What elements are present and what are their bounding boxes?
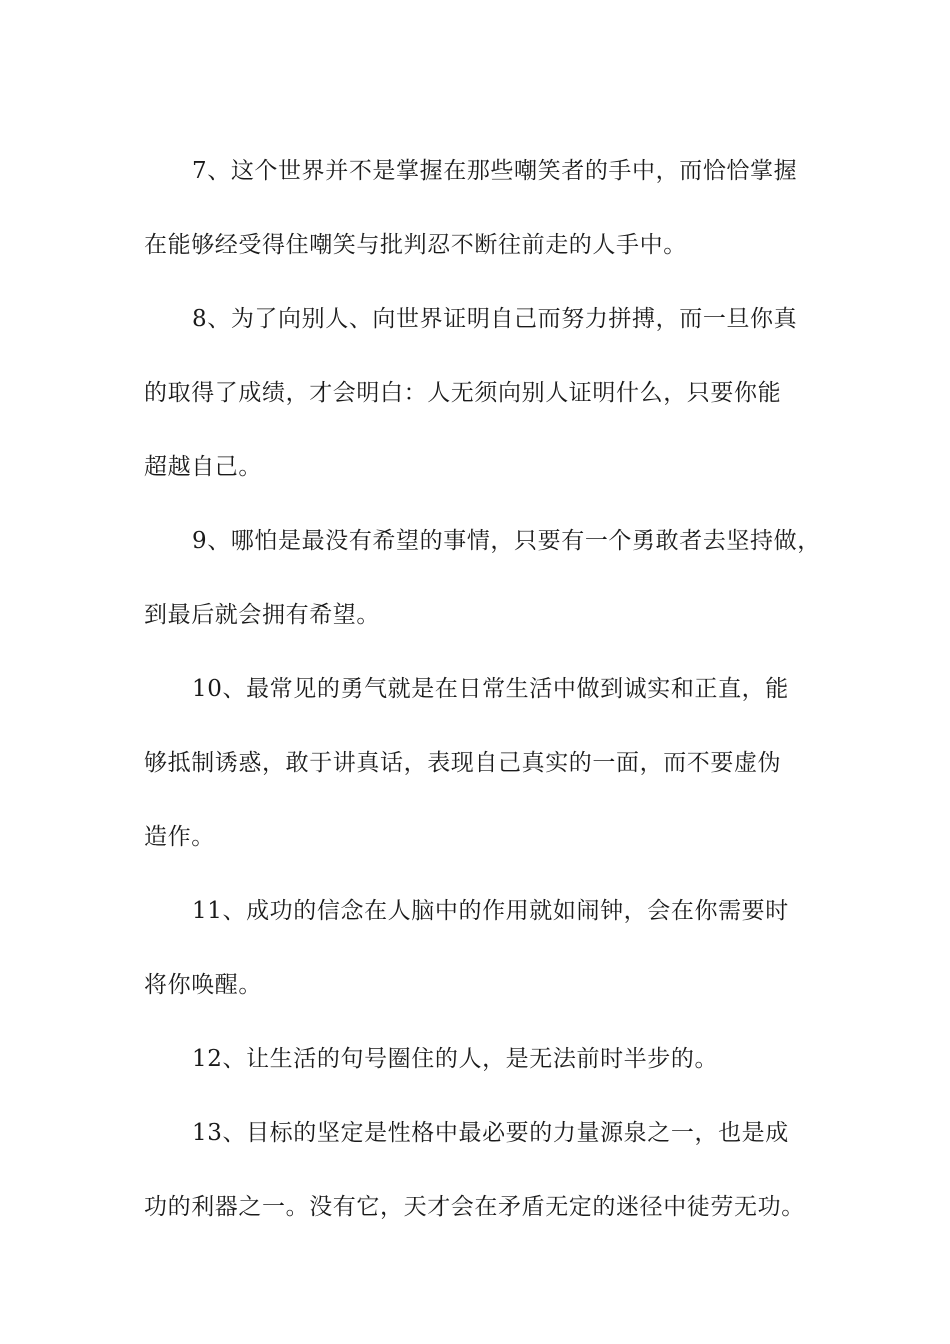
paragraph-line: 9、哪怕是最没有希望的事情，只要有一个勇敢者去坚持做，: [192, 528, 821, 554]
paragraph-line: 的取得了成绩，才会明白：人无须向别人证明什么，只要你能: [144, 380, 782, 406]
paragraph-line: 8、为了向别人、向世界证明自己而努力拼搏，而一旦你真: [192, 306, 798, 332]
paragraph-line: 造作。: [144, 824, 215, 850]
paragraph-12: [144, 1022, 809, 1096]
paragraph-line: 13、目标的坚定是性格中最必要的力量源泉之一，也是成: [192, 1120, 789, 1146]
paragraph-line: 在能够经受得住嘲笑与批判忍不断往前走的人手中。: [144, 232, 687, 258]
paragraph-line: 10、最常见的勇气就是在日常生活中做到诚实和正直，能: [192, 676, 789, 702]
paragraph-line: 功的利器之一。没有它，天才会在矛盾无定的迷径中徒劳无功。: [144, 1194, 805, 1220]
paragraph-line: 超越自己。: [144, 454, 262, 480]
paragraph-line: 到最后就会拥有希望。: [144, 602, 380, 628]
paragraph-11: [144, 874, 809, 1022]
paragraph-line: 11、成功的信念在人脑中的作用就如闹钟，会在你需要时: [192, 898, 789, 924]
paragraph-10: [144, 652, 809, 874]
paragraph-8: [144, 282, 809, 504]
paragraph-line: 将你唤醒。: [144, 972, 262, 998]
paragraph-line: 12、让生活的句号圈住的人，是无法前时半步的。: [192, 1046, 719, 1072]
paragraph-9: [144, 504, 821, 652]
document-body: [144, 134, 821, 1244]
paragraph-line: 够抵制诱惑，敢于讲真话，表现自己真实的一面，而不要虚伪: [144, 750, 782, 776]
paragraph-7: [144, 134, 809, 282]
paragraph-line: 7、这个世界并不是掌握在那些嘲笑者的手中，而恰恰掌握: [192, 158, 798, 184]
paragraph-13: [144, 1096, 809, 1244]
